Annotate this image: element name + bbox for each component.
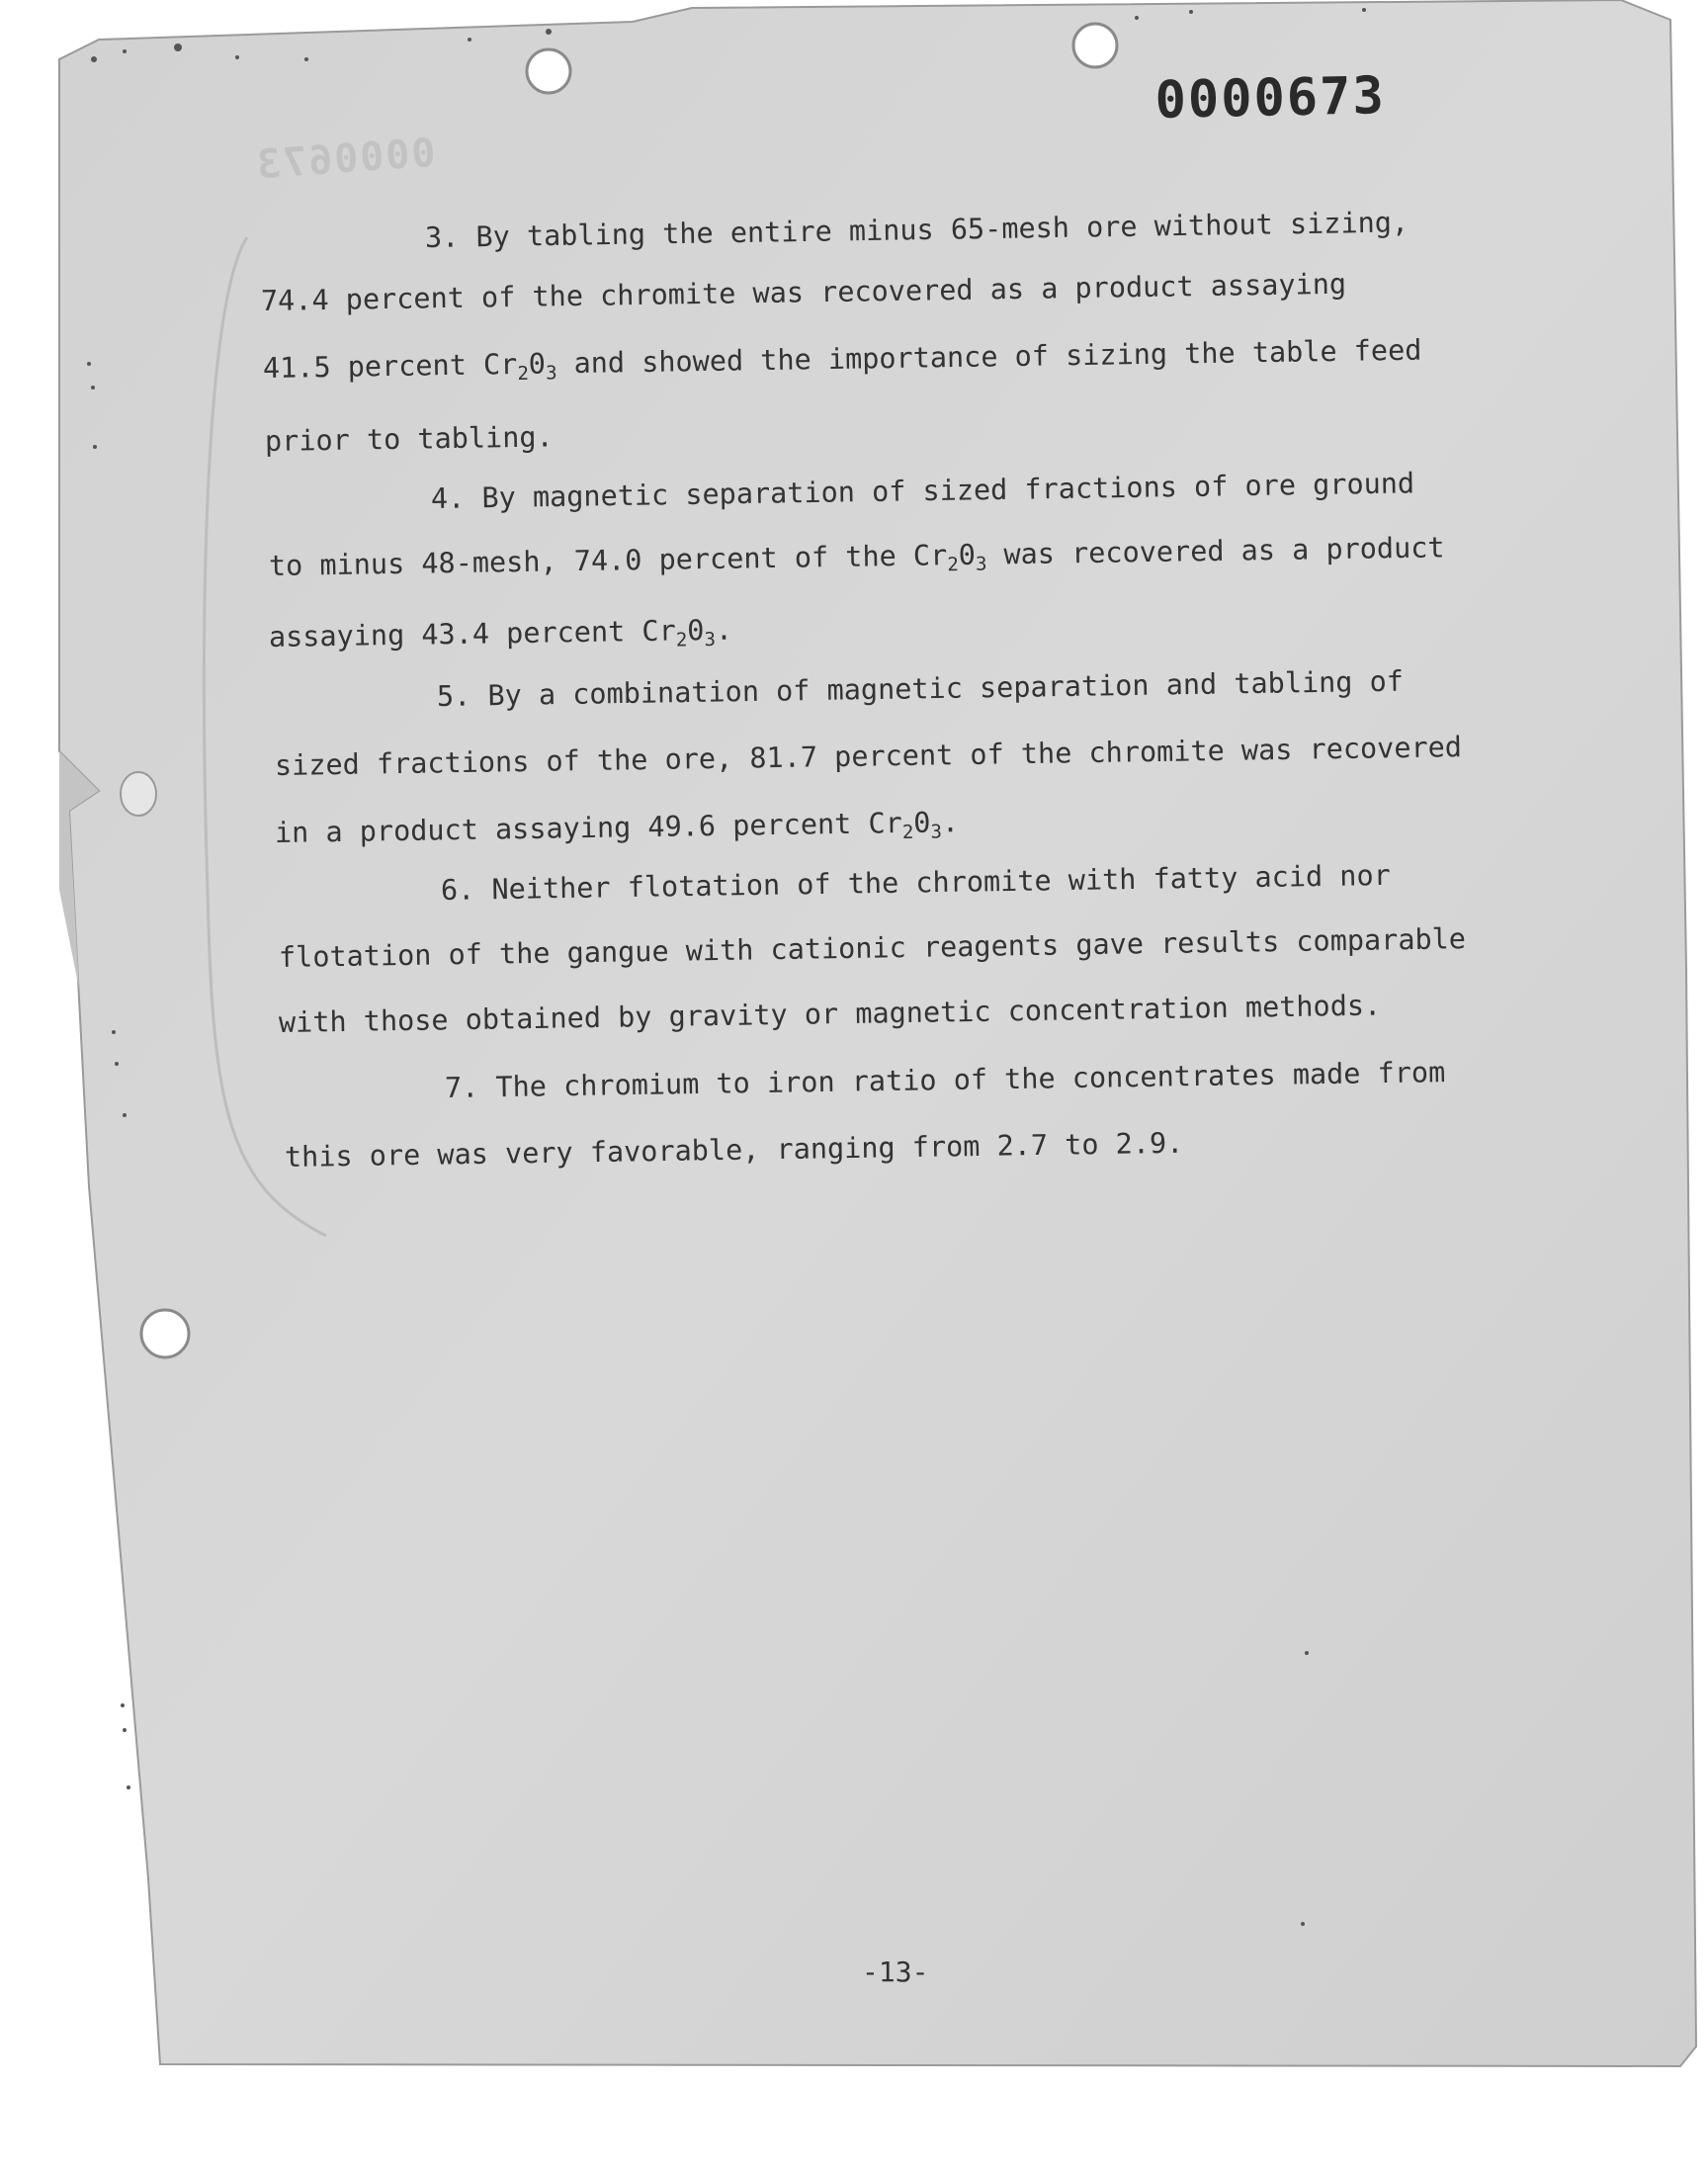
- paragraph-3-line-3: 41.5 percent $Cr_20_3$ and showed the importance of sizing the table feed: [262, 333, 1422, 385]
- paragraph-4-line-2: to minus 48-mesh, 74.0 percent of the $Cr_20_3$ was recovered as a product: [268, 531, 1445, 582]
- paragraph-4-line-1: 4. By magnetic separation of sized fractions of ore ground: [430, 467, 1415, 515]
- paragraph-6-line-3: with those obtained by gravity or magnetic concentration methods.: [278, 989, 1382, 1039]
- page-number: -13-: [862, 1956, 929, 1988]
- paragraph-7-line-2: this ore was very favorable, ranging from 2.7 to 2.9.: [284, 1126, 1184, 1174]
- paragraph-3-line-1: 3. By tabling the entire minus 65-mesh ore without sizing,: [424, 206, 1409, 254]
- paragraph-3-line-2: 74.4 percent of the chromite was recovered as a product assaying: [260, 267, 1347, 317]
- torn-hole: [121, 772, 156, 816]
- paragraph-5-line-2: sized fractions of the ore, 81.7 percent of the chromite was recovered: [274, 731, 1463, 782]
- paragraph-6-line-2: flotation of the gangue with cationic reagents gave results comparable: [278, 922, 1467, 974]
- paragraph-3-line-4: prior to tabling.: [264, 420, 554, 458]
- paragraph-5-line-3: in a product assaying 49.6 percent $Cr_20_3$.: [274, 806, 960, 849]
- paragraph-6-line-1: 6. Neither flotation of the chromite with fatty acid nor: [440, 858, 1392, 907]
- punch-hole-top-right: [1073, 24, 1117, 67]
- paragraph-7-line-1: 7. The chromium to iron ratio of the concentrates made from: [444, 1056, 1446, 1104]
- punch-hole-top-left: [527, 49, 570, 93]
- paragraph-4-line-3: assaying 43.4 percent $Cr_20_3$.: [268, 613, 733, 653]
- punch-hole-left: [141, 1310, 189, 1357]
- paragraph-5-line-1: 5. By a combination of magnetic separation and tabling of: [436, 664, 1405, 713]
- document-number-stamp: 0000673: [1154, 66, 1387, 130]
- bleed-through-stamp: 0000673: [253, 130, 437, 189]
